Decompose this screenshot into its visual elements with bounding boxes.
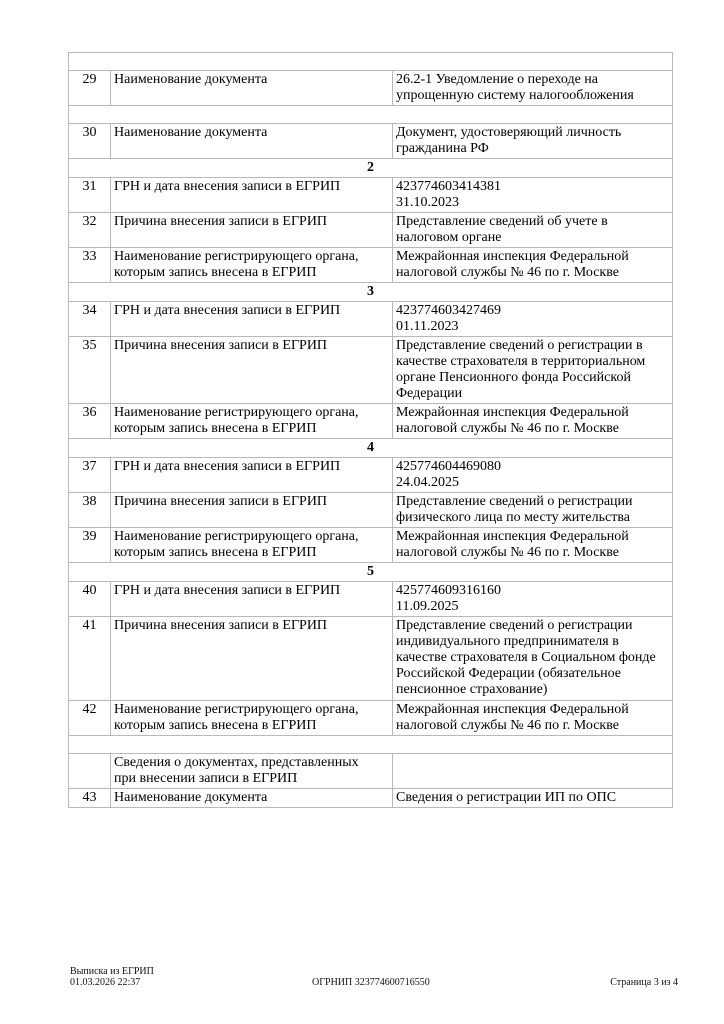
row-value: Сведения о регистрации ИП по ОПС bbox=[393, 789, 673, 808]
row-value: Представление сведений о регистрации в качестве страхователя в территориальном органе Пенсионного фонда Российской Федерации bbox=[393, 337, 673, 404]
section-row bbox=[69, 563, 673, 582]
row-value: Представление сведений о регистрации физического лица по месту жительства bbox=[393, 493, 673, 528]
egrip-table bbox=[68, 52, 673, 808]
row-number bbox=[69, 754, 111, 789]
row-value: 425774604469080 24.04.2025 bbox=[393, 458, 673, 493]
row-number: 34 bbox=[69, 302, 111, 337]
row-number: 31 bbox=[69, 178, 111, 213]
blank-row bbox=[69, 53, 673, 71]
row-value: Документ, удостоверяющий личность гражданина РФ bbox=[393, 124, 673, 159]
footer-left bbox=[70, 966, 154, 988]
row-value: Межрайонная инспекция Федеральной налоговой службы № 46 по г. Москве bbox=[393, 528, 673, 563]
table-row bbox=[69, 124, 673, 159]
table-row bbox=[69, 337, 673, 404]
row-number: 39 bbox=[69, 528, 111, 563]
footer-page-number: Страница 3 из 4 bbox=[610, 977, 678, 988]
row-value bbox=[393, 754, 673, 789]
row-value: 423774603414381 31.10.2023 bbox=[393, 178, 673, 213]
footer-ogrnip: ОГРНИП 323774600716550 bbox=[312, 977, 430, 988]
section-number: 5 bbox=[69, 563, 673, 582]
row-value: Межрайонная инспекция Федеральной налоговой службы № 46 по г. Москве bbox=[393, 701, 673, 736]
table-row bbox=[69, 789, 673, 808]
row-label: ГРН и дата внесения записи в ЕГРИП bbox=[111, 302, 393, 337]
blank-cell bbox=[69, 53, 673, 71]
row-label: Наименование документа bbox=[111, 124, 393, 159]
row-label: Причина внесения записи в ЕГРИП bbox=[111, 213, 393, 248]
table-row bbox=[69, 701, 673, 736]
table-row bbox=[69, 493, 673, 528]
row-label: Наименование регистрирующего органа, которым запись внесена в ЕГРИП bbox=[111, 701, 393, 736]
row-value: 423774603427469 01.11.2023 bbox=[393, 302, 673, 337]
table-row bbox=[69, 404, 673, 439]
row-value: Межрайонная инспекция Федеральной налоговой службы № 46 по г. Москве bbox=[393, 404, 673, 439]
row-number: 42 bbox=[69, 701, 111, 736]
table-row bbox=[69, 528, 673, 563]
row-value: Представление сведений об учете в налоговом органе bbox=[393, 213, 673, 248]
row-number: 41 bbox=[69, 617, 111, 701]
row-label: Наименование регистрирующего органа, которым запись внесена в ЕГРИП bbox=[111, 528, 393, 563]
row-number: 29 bbox=[69, 71, 111, 106]
row-number: 40 bbox=[69, 582, 111, 617]
section-row bbox=[69, 439, 673, 458]
blank-cell bbox=[69, 106, 673, 124]
section-row bbox=[69, 283, 673, 302]
row-label: ГРН и дата внесения записи в ЕГРИП bbox=[111, 178, 393, 213]
footer-datetime: 01.03.2026 22:37 bbox=[70, 977, 141, 988]
row-label: Наименование документа bbox=[111, 71, 393, 106]
row-label: Сведения о документах, представленных при внесении записи в ЕГРИП bbox=[111, 754, 393, 789]
row-value: Представление сведений о регистрации индивидуального предпринимателя в качестве страхователя в Социальном фонде Российской Федерации (обязательное пенсионное страхование) bbox=[393, 617, 673, 701]
row-label: ГРН и дата внесения записи в ЕГРИП bbox=[111, 458, 393, 493]
row-number: 43 bbox=[69, 789, 111, 808]
blank-row bbox=[69, 736, 673, 754]
row-value: 425774609316160 11.09.2025 bbox=[393, 582, 673, 617]
row-number: 32 bbox=[69, 213, 111, 248]
section-number: 4 bbox=[69, 439, 673, 458]
footer-doc-title: Выписка из ЕГРИП bbox=[70, 966, 154, 977]
row-number: 37 bbox=[69, 458, 111, 493]
row-label: ГРН и дата внесения записи в ЕГРИП bbox=[111, 582, 393, 617]
row-number: 36 bbox=[69, 404, 111, 439]
table-row bbox=[69, 617, 673, 701]
row-label: Причина внесения записи в ЕГРИП bbox=[111, 617, 393, 701]
row-label: Наименование документа bbox=[111, 789, 393, 808]
table-row bbox=[69, 458, 673, 493]
table-row bbox=[69, 302, 673, 337]
table-row bbox=[69, 71, 673, 106]
row-number: 33 bbox=[69, 248, 111, 283]
row-label: Причина внесения записи в ЕГРИП bbox=[111, 493, 393, 528]
row-value: Межрайонная инспекция Федеральной налоговой службы № 46 по г. Москве bbox=[393, 248, 673, 283]
table-row bbox=[69, 213, 673, 248]
table-row bbox=[69, 178, 673, 213]
row-label: Причина внесения записи в ЕГРИП bbox=[111, 337, 393, 404]
blank-row bbox=[69, 106, 673, 124]
row-number: 38 bbox=[69, 493, 111, 528]
row-number: 30 bbox=[69, 124, 111, 159]
section-number: 2 bbox=[69, 159, 673, 178]
section-row bbox=[69, 159, 673, 178]
row-number: 35 bbox=[69, 337, 111, 404]
table-row bbox=[69, 582, 673, 617]
section-number: 3 bbox=[69, 283, 673, 302]
table-row bbox=[69, 754, 673, 789]
table-row bbox=[69, 248, 673, 283]
blank-cell bbox=[69, 736, 673, 754]
row-label: Наименование регистрирующего органа, которым запись внесена в ЕГРИП bbox=[111, 404, 393, 439]
row-value: 26.2-1 Уведомление о переходе на упрощенную систему налогообложения bbox=[393, 71, 673, 106]
row-label: Наименование регистрирующего органа, которым запись внесена в ЕГРИП bbox=[111, 248, 393, 283]
